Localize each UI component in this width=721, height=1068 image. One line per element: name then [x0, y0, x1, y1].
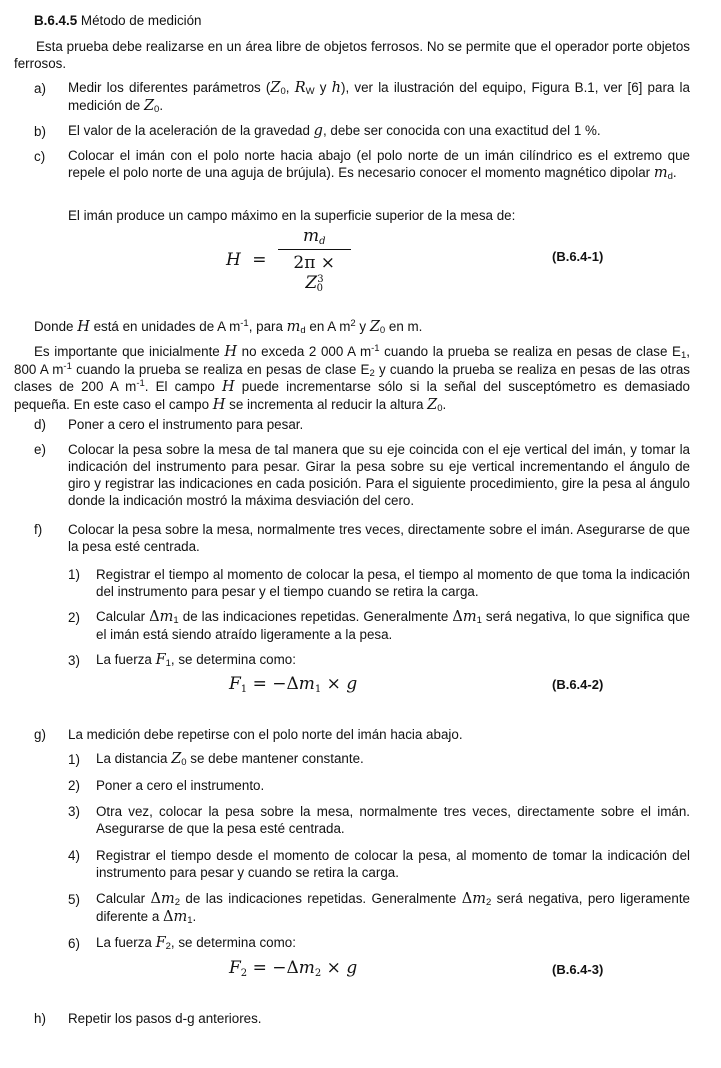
item-f3-label: 3): [68, 653, 80, 668]
item-c-text: Colocar el imán con el polo norte hacia abajo (el polo norte de un imán cilíndrico es el extremo que repele el polo norte de una aguja de brújula). Es necesario conocer el momento magnético dipolar $m_d$.: [68, 148, 690, 182]
item-g2-label: 2): [68, 778, 80, 793]
equation-number-3: (B.6.4-3): [552, 962, 604, 977]
section-number: B.6.4.5: [34, 13, 78, 28]
item-g4-text: Registrar el tiempo desde el momento de colocar la pesa, al momento de tomar la indicación del instrumento para pesar y cuando se retira la carga.: [96, 848, 690, 880]
equation-b-6-4-3: $F_2 = -\Delta m_2 \times g$: [229, 958, 358, 979]
item-e-text: Colocar la pesa sobre la mesa de tal manera que su eje coincida con el eje vertical del imán, y tomar la indicación del instrumento para pesar. Girar la pesa sobre su eje vertical incrementando el ángulo de giro y registrar las indicaciones en cada posición. Para el siguiente procedimiento, gire la pesa al ángulo donde la indicación mostró la máxima desviación del cero.: [68, 442, 690, 508]
item-a-text: Medir los diferentes parámetros ($Z_0$, $R_W$ y h), ver la ilustración del equipo, Figura B.1, ver [6] para la medición de $Z_0$.: [68, 80, 690, 115]
item-g-label: g): [34, 727, 46, 742]
section-title: Método de medición: [80, 13, 202, 28]
item-d-text: Poner a cero el instrumento para pesar.: [68, 417, 304, 432]
item-g4-label: 4): [68, 848, 80, 863]
importante-paragraph: Es importante que inicialmente H no exceda 2 000 A $m^{-1}$ cuando la prueba se realiza en pesas de clase $E_1$, 800 A $m^{-1}$ cuando la prueba se realiza en pesas de clase $E_2$ y cuando la prueba se realiza en pesas de las otras clases de 200 A $m^{-1}$. El campo H puede incrementarse sólo si la señal del susceptómetro es demasiado pequeña. En este caso el campo H se incrementa al reducir la altura $Z_0$.: [14, 343, 690, 414]
item-e-label: e): [34, 442, 46, 457]
item-h-text: Repetir los pasos d-g anteriores.: [68, 1011, 262, 1026]
item-f1-text: Registrar el tiempo al momento de colocar la pesa, el tiempo al momento de que toma la indicación del instrumento para pesar y el tiempo cuando se retira la carga.: [96, 567, 690, 599]
equation-number-1: (B.6.4-1): [552, 249, 604, 264]
item-f2-label: 2): [68, 610, 80, 625]
item-g6-text: La fuerza $F_2$, se determina como:: [96, 935, 296, 952]
intro-paragraph: Esta prueba debe realizarse en un área libre de objetos ferrosos. No se permite que el operador porte objetos ferrosos.: [14, 39, 690, 71]
item-c-label: c): [34, 149, 46, 164]
item-d-label: d): [34, 417, 46, 432]
item-g6-label: 6): [68, 936, 80, 951]
item-f1-label: 1): [68, 567, 80, 582]
item-f-text: Colocar la pesa sobre la mesa, normalmente tres veces, directamente sobre el imán. Asegurarse de que la pesa esté centrada.: [68, 522, 690, 554]
item-g-text: La medición debe repetirse con el polo norte del imán hacia abajo.: [68, 727, 463, 742]
item-b-text: El valor de la aceleración de la gravedad g, debe ser conocida con una exactitud del 1 %.: [68, 123, 601, 139]
item-g3-label: 3): [68, 804, 80, 819]
item-g1-text: La distancia $Z_0$ se debe mantener constante.: [96, 751, 364, 768]
section-heading: [34, 12, 202, 29]
donde-paragraph: Donde H está en unidades de A $m^{-1}$, para $m_d$ en A $m^2$ y $Z_0$ en m.: [34, 318, 423, 336]
item-g5-text: Calcular $\Delta m_2$ de las indicaciones repetidas. Generalmente $\Delta m_2$ será negativa, pero ligeramente diferente a $\Delta m_1$.: [96, 891, 690, 926]
equation-b-6-4-2: $F_1 = -\Delta m_1 \times g$: [229, 674, 358, 695]
item-f2-text: Calcular $\Delta m_1$ de las indicaciones repetidas. Generalmente $\Delta m_1$ será negativa, lo que significa que el imán está siendo atraído ligeramente a la pesa.: [96, 609, 690, 642]
item-h-label: h): [34, 1011, 46, 1026]
item-f-label: f): [34, 522, 43, 537]
item-c-paragraph-2: El imán produce un campo máximo en la superficie superior de la mesa de:: [68, 208, 516, 223]
item-g2-text: Poner a cero el instrumento.: [96, 778, 265, 793]
equation-b-6-4-1: H = $\frac{m_d}{2\pi \times Z^3_0}$: [226, 226, 351, 293]
item-g3-text: Otra vez, colocar la pesa sobre la mesa, normalmente tres veces, directamente sobre el imán. Asegurarse de que la pesa esté centrada.: [96, 804, 690, 836]
item-b-label: b): [34, 124, 46, 139]
item-f3-text: La fuerza $F_1$, se determina como:: [96, 652, 296, 669]
equation-number-2: (B.6.4-2): [552, 677, 604, 692]
item-g5-label: 5): [68, 892, 80, 907]
item-g1-label: 1): [68, 752, 80, 767]
item-a-label: a): [34, 81, 46, 96]
